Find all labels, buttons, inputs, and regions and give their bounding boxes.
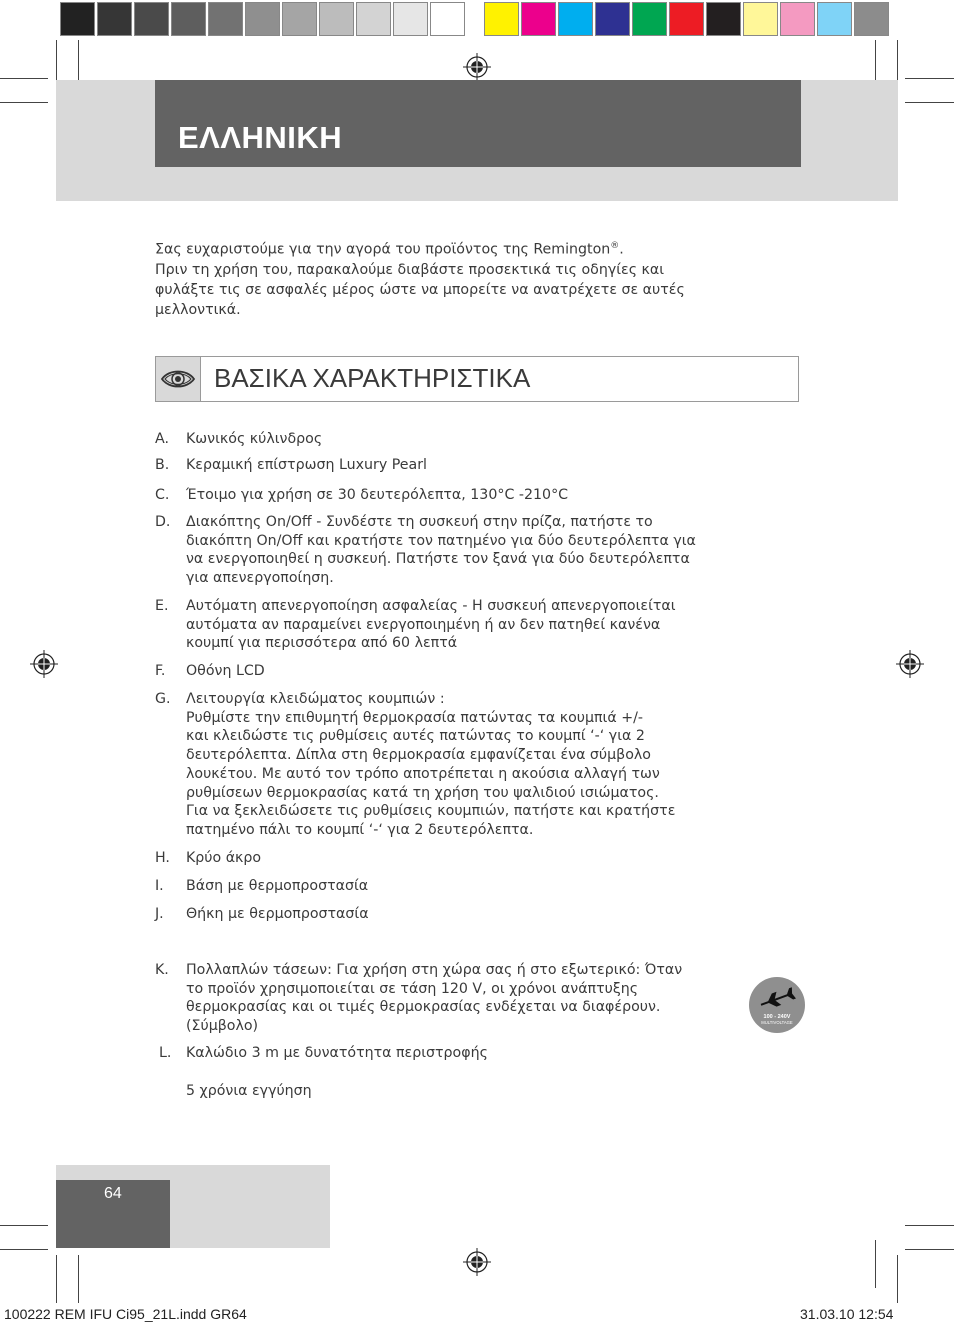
feature-text [186, 849, 776, 868]
color-swatch [393, 2, 428, 36]
feature-letter: K. [155, 962, 169, 978]
feature-text-line: Ρυθμίστε την επιθυμητή θερμοκρασία πατώντας τα κουμπιά +/- [186, 709, 643, 726]
feature-text-line: και κλειδώστε τις ρυθμίσεις αυτές πατώντας το κουμπί ‘-‘ για 2 [186, 728, 645, 745]
color-swatch [817, 2, 852, 36]
feature-text-line: δευτερόλεπτα. Δίπλα στη θερμοκρασία εμφανίζεται ένα σύμβολο [186, 747, 651, 764]
crop-mark [905, 102, 954, 103]
crop-mark [905, 78, 954, 79]
intro-paragraph [155, 236, 775, 320]
feature-text-line: λουκέτου. Με αυτό τον τρόπο αποτρέπεται η ακούσια αλλαγή των [186, 765, 660, 782]
registration-mark-icon [30, 650, 58, 678]
intro-line: Σας ευχαριστούμε για την αγορά του προϊόντος της Remington [155, 241, 611, 258]
registration-mark-icon [463, 1248, 491, 1276]
crop-mark [56, 1255, 57, 1303]
crop-mark [875, 1240, 876, 1288]
feature-letter: L. [159, 1045, 172, 1061]
feature-text [186, 690, 776, 840]
feature-text-line: Κεραμική επίστρωση Luxury Pearl [186, 457, 427, 473]
feature-text-line: διακόπτη On/Off και κρατήστε τον πατημένο για δύο δευτερόλεπτα για [186, 532, 696, 549]
color-swatch [669, 2, 704, 36]
registration-mark-icon [463, 53, 491, 81]
color-swatch [245, 2, 280, 36]
feature-letter: D. [155, 514, 171, 530]
badge-label: MULTIVOLTAGE [761, 1020, 793, 1025]
feature-text [186, 662, 776, 681]
color-swatch [706, 2, 741, 36]
feature-text [186, 430, 776, 449]
color-swatch [282, 2, 317, 36]
feature-text-line: Θήκη με θερμοπροστασία [186, 906, 369, 922]
feature-letter: H. [155, 850, 170, 866]
print-date: 31.03.10 12:54 [800, 1306, 894, 1322]
feature-text-line: Κρύο άκρο [186, 850, 262, 866]
feature-text [186, 1044, 776, 1063]
feature-text-line: Πολλαπλών τάσεων: Για χρήση στη χώρα σας ή στο εξωτερικό: Όταν [186, 962, 683, 978]
feature-text-line: Οθόνη LCD [186, 663, 265, 679]
feature-text [186, 1082, 776, 1101]
feature-text-line: ρυθμίσεων θερμοκρασίας κατά τη χρήση του ψαλιδιού ισιώματος. [186, 784, 659, 801]
color-swatch [743, 2, 778, 36]
feature-text-line: για απενεργοποίηση. [186, 570, 334, 587]
feature-text [186, 456, 776, 475]
eye-icon [156, 357, 200, 401]
feature-text [186, 961, 776, 1036]
crop-mark [897, 1255, 898, 1303]
multivoltage-badge [748, 976, 806, 1034]
feature-text [186, 597, 776, 653]
feature-text-line: Βάση με θερμοπροστασία [186, 878, 369, 894]
color-swatch [319, 2, 354, 36]
feature-letter: I. [155, 878, 164, 894]
section-title: ΒΑΣΙΚΑ ΧΑΡΑΚΤΗΡΙΣΤΙΚΑ [214, 363, 531, 393]
feature-text-line: Διακόπτης On/Off - Συνδέστε τη συσκευή στην πρίζα, πατήστε το [186, 514, 653, 530]
registration-mark-icon [896, 650, 924, 678]
color-swatch [632, 2, 667, 36]
feature-text-line: αυτόματα αν παραμείνει ενεργοποιημένη ή αν δεν πατηθεί κανένα [186, 616, 661, 633]
feature-text [186, 486, 776, 505]
color-swatch [134, 2, 169, 36]
intro-line: μελλοντικά. [155, 301, 241, 318]
feature-text-line: κουμπί για περισσότερα από 60 λεπτά [186, 635, 458, 652]
registered-mark: ® [610, 241, 620, 251]
feature-letter: C. [155, 487, 170, 503]
color-swatch [558, 2, 593, 36]
print-slug: 100222 REM IFU Ci95_21L.indd GR64 [4, 1306, 247, 1322]
feature-text-line: Αυτόματη απενεργοποίηση ασφαλείας - Η συσκευή απενεργοποιείται [186, 598, 676, 614]
feature-letter: E. [155, 598, 169, 614]
crop-mark [0, 102, 48, 103]
color-swatch [854, 2, 889, 36]
feature-text-line: (Σύμβολο) [186, 1018, 259, 1035]
feature-text-line: Έτοιμο για χρήση σε 30 δευτερόλεπτα, 130°C -210°C [186, 487, 569, 503]
badge-voltage: 100 - 240V [763, 1014, 791, 1020]
feature-letter: F. [155, 663, 166, 679]
color-swatch [484, 2, 519, 36]
feature-text-line: το προϊόν χρησιμοποιείται σε τάση 120 V, οι χρόνοι ανάπτυξης [186, 980, 639, 997]
feature-text-line: Λειτουργία κλειδώματος κουμπιών : [186, 691, 445, 707]
intro-line: φυλάξτε τις σε ασφαλές μέρος ώστε να μπορείτε να ανατρέχετε σε αυτές [155, 281, 685, 298]
color-swatch [356, 2, 391, 36]
color-swatch [780, 2, 815, 36]
gray-calibration-bar [60, 2, 467, 38]
color-swatch [521, 2, 556, 36]
crop-mark [0, 1249, 48, 1250]
feature-letter: B. [155, 457, 170, 473]
feature-letter: G. [155, 691, 171, 707]
color-swatch [208, 2, 243, 36]
crop-mark [0, 1225, 48, 1226]
page-title: ΕΛΛΗΝΙΚΗ [178, 120, 343, 155]
feature-letter: A. [155, 431, 169, 447]
color-swatch [60, 2, 95, 36]
feature-text [186, 513, 776, 588]
feature-text-line: Κωνικός κύλινδρος [186, 431, 323, 447]
feature-text-line: να ενεργοποιηθεί η συσκευή. Πατήστε τον ξανά για δύο δευτερόλεπτα [186, 551, 690, 568]
feature-letter: J. [155, 906, 164, 922]
intro-line: Πριν τη χρήση του, παρακαλούμε διαβάστε προσεκτικά τις οδηγίες και [155, 261, 665, 278]
page-number: 64 [104, 1185, 122, 1202]
color-calibration-bar [484, 2, 891, 38]
feature-text [186, 905, 776, 924]
feature-text-line: θερμοκρασίας και οι τιμές θερμοκρασίας ενδέχεται να διαφέρουν. [186, 999, 661, 1016]
color-swatch [97, 2, 132, 36]
feature-text-line: Καλώδιο 3 m με δυνατότητα περιστροφής [186, 1045, 488, 1061]
color-swatch [171, 2, 206, 36]
feature-text-line: 5 χρόνια εγγύηση [186, 1083, 312, 1099]
feature-text-line: Για να ξεκλειδώσετε τις ρυθμίσεις κουμπιών, πατήστε και κρατήστε [186, 803, 676, 820]
crop-mark [905, 1249, 954, 1250]
intro-line-end: . [619, 241, 624, 258]
feature-text [186, 877, 776, 896]
color-swatch [430, 2, 465, 36]
feature-text-line: πατημένο πάλι το κουμπί ‘-‘ για 2 δευτερόλεπτα. [186, 821, 534, 838]
section-icon-cell [156, 357, 201, 401]
section-heading [155, 356, 799, 402]
crop-mark [0, 78, 48, 79]
crop-mark [905, 1225, 954, 1226]
crop-mark [78, 1255, 79, 1303]
color-swatch [595, 2, 630, 36]
